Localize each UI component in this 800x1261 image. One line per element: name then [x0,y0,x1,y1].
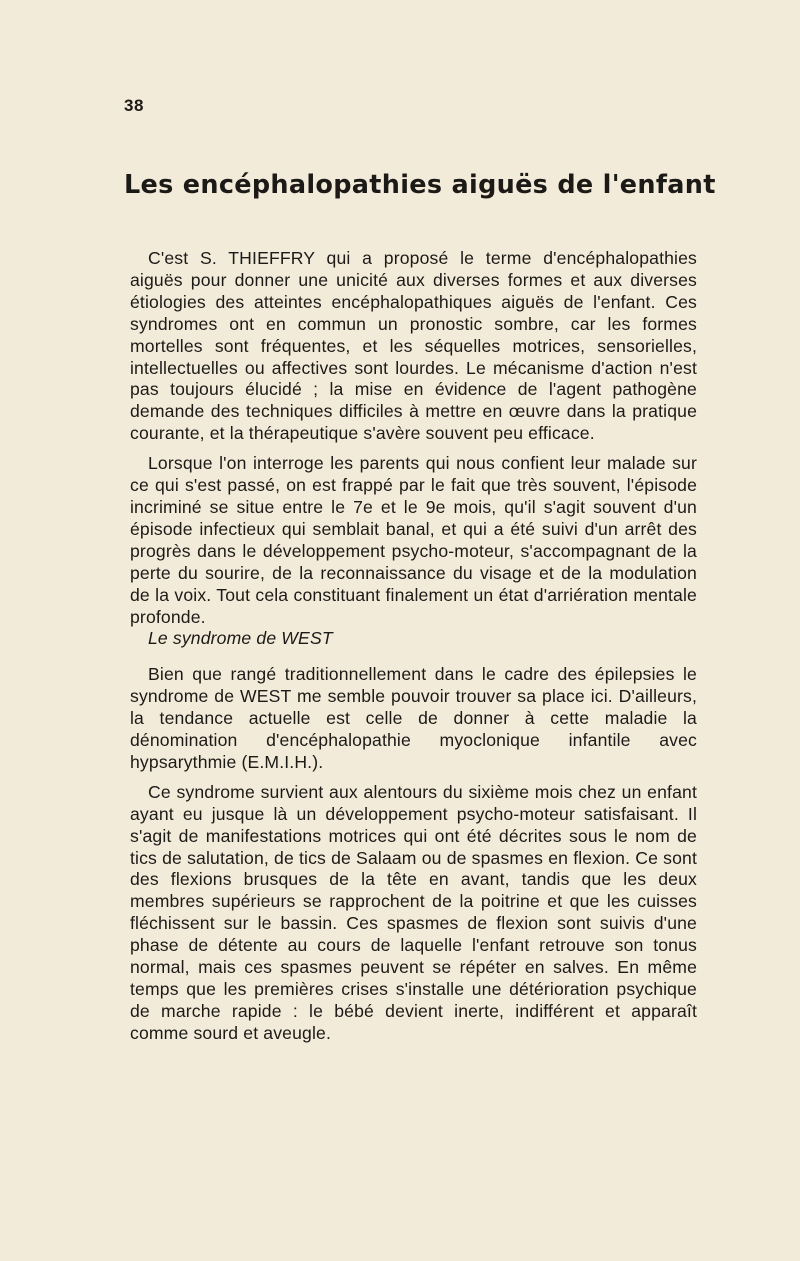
paragraph: Lorsque l'on interroge les parents qui nous confient leur malade sur ce qui s'est passé, on est frappé par le fait que très souvent, l'épisode incriminé se situe entre le 7e et le 9e mois, qu'il s'agit souvent d'un épisode infectieux qui semblait banal, et qui a été suivi d'un arrêt des progrès dans le développement psycho-moteur, s'accompagnant de la perte du sourire, de la reconnaissance du visage et de la modulation de la voix. Tout cela constituant finalement un état d'arriération mentale profonde. [130,453,697,627]
page-number: 38 [124,96,144,115]
page-title: Les encéphalopathies aiguës de l'enfant [124,170,716,200]
paragraph: C'est S. THIEFFRY qui a proposé le terme d'encéphalopathies aiguës pour donner une unicité aux diverses formes et aux diverses étiologies des atteintes encéphalopathiques aiguës de l'enfant. Ces syndromes ont en commun un pronostic sombre, car les formes mortelles sont fréquentes, et les séquelles motrices, sensorielles, intellectuelles ou affectives sont lourdes. Le mécanisme d'action n'est pas toujours élucidé ; la mise en évidence de l'agent pathogène demande des techniques difficiles à mettre en œuvre dans la pratique courante, et la thérapeutique s'avère souvent peu efficace. [130,248,697,444]
paragraph: Bien que rangé traditionnellement dans le cadre des épilepsies le syndrome de WEST me semble pouvoir trouver sa place ici. D'ailleurs, la tendance actuelle est celle de donner à cette maladie la dénomination d'encéphalopathie myoclonique infantile avec hypsarythmie (E.M.I.H.). [130,664,697,772]
article-body [130,248,697,1045]
paragraph: Ce syndrome survient aux alentours du sixième mois chez un enfant ayant eu jusque là un développement psycho-moteur satisfaisant. Il s'agit de manifestations motrices qui ont été décrites sous le nom de tics de salutation, de tics de Salaam ou de spasmes en flexion. Ce sont des flexions brusques de la tête en avant, tandis que les deux membres supérieurs se rapprochent de la poitrine et que les cuisses fléchissent sur le bassin. Ces spasmes de flexion sont suivis d'une phase de détente au cours de laquelle l'enfant retrouve son tonus normal, mais ces spasmes peuvent se répéter en salves. En même temps que les premières crises s'installe une détérioration psychique de marche rapide : le bébé devient inerte, indifférent et apparaît comme sourd et aveugle. [130,781,697,1043]
section-heading: Le syndrome de WEST [148,628,333,649]
